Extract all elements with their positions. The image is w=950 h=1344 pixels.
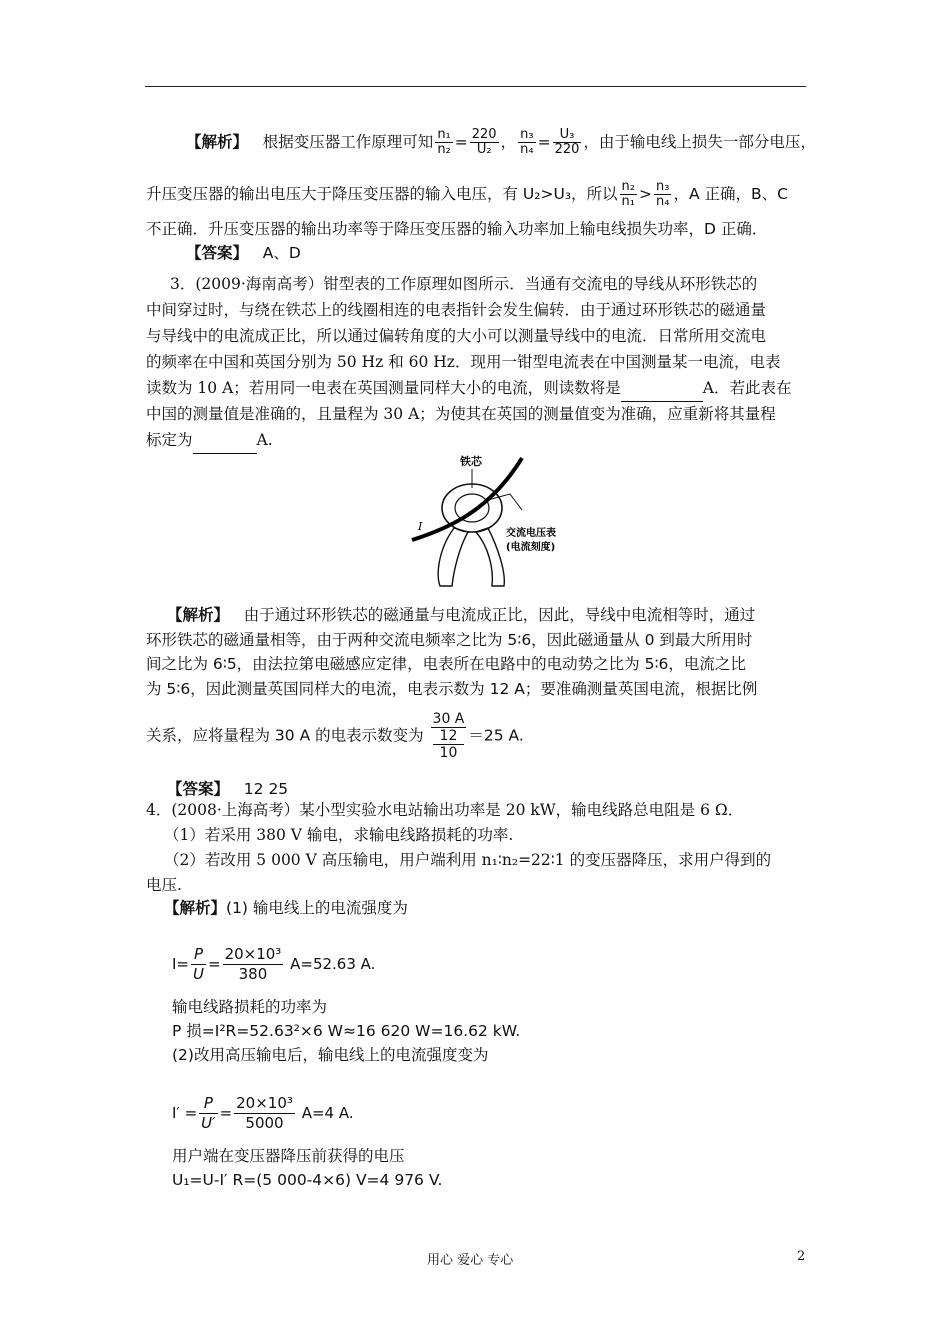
- header-rule: [145, 86, 806, 87]
- page-number: 2: [797, 1249, 806, 1264]
- label-meter: 交流电压表: [506, 528, 556, 539]
- q4-analysis-line1: 【解析】(1) 输电线上的电流强度为: [164, 899, 408, 917]
- q3-line7: 标定为 A.: [146, 427, 808, 454]
- clamp-handle-left: [438, 528, 468, 586]
- answer-blank[interactable]: [621, 375, 703, 402]
- q4-equation1: I= $\frac{P}{U}$ = $\frac{\text{20×10³}}{380}$ A=52.63 A.: [172, 945, 376, 983]
- q4-equation2: I′ = $\frac{P}{U'}$ = $\frac{\text{20×10³}}{5000}$ A=4 A.: [172, 1094, 354, 1132]
- q4-text2: 输电线路损耗的功率为: [172, 998, 328, 1016]
- footer-motto: 用心 爱心 专心: [427, 1253, 514, 1268]
- q2-analysis-line3: 不正确．升压变压器的输出功率等于降压变压器的输入功率加上输电线损失功率，D 正确．: [146, 220, 768, 238]
- q2-analysis-line2: 升压变压器的输出电压大于降压变压器的输入电压，有 U₂>U₃，所以 $\frac{\text{n₂}}{\text{n₁}}$ > $\frac{\text{n₃}}{\text{n₄}}$ ，A 正确，B、C: [146, 179, 788, 209]
- q4-text4: (2)改用高压输电后，输电线上的电流强度变为: [172, 1046, 489, 1064]
- q3-line1: 3．(2009·海南高考）钳型表的工作原理如图所示．当通有交流电的导线从环形铁芯的: [170, 275, 758, 293]
- q4-part2: （2）若改用 5 000 V 高压输电，用户端利用 n₁∶n₂=22∶1 的变压器降压，求用户得到的: [164, 851, 772, 869]
- q3-line4: 的频率在中国和英国分别为 50 Hz 和 60 Hz．现用一钳型电流表在中国测量某一电流，电表: [146, 353, 781, 371]
- q2-answer: 【答案】 A、D: [186, 244, 301, 262]
- q2-analysis-line1: 【解析】 根据变压器工作原理可知 $\frac{\text{n₁}}{\text{n₂}}$ = $\frac{220}{\text{U₂}}$ ， $\frac{\text{n₃}}{\text{n₄}}$ = $\frac{\text{U₃}}{220}$ ，由于输电线上损失一部分电压，: [186, 127, 816, 157]
- q3-analysis-line4: 为 5∶6，因此测量英国同样大的电流，电表示数为 12 A；要准确测量英国电流，根据比例: [146, 680, 758, 698]
- q4-text5: 用户端在变压器降压前获得的电压: [172, 1147, 405, 1165]
- q4-text3: P 损=I²R=52.63²×6 W≈16 620 W=16.62 kW.: [172, 1022, 521, 1040]
- fraction: $\frac{\text{n₃}}{\text{n₄}}$: [656, 179, 670, 209]
- q3-line6: 中国的测量值是准确的，且量程为 30 A；为使其在英国的测量值变为准确，应重新将其量程: [146, 405, 776, 423]
- fraction: $\frac{\text{U₃}}{220}$: [554, 127, 580, 157]
- q3-line3: 与导线中的电流成正比，所以通过偏转角度的大小可以测量导线中的电流．日常所用交流电: [146, 327, 767, 345]
- fraction: $\frac{220}{\text{U₂}}$: [471, 127, 497, 157]
- label-scale: (电流刻度): [506, 542, 556, 553]
- q3-analysis-line2: 环形铁芯的磁通量相等，由于两种交流电频率之比为 5∶6，因此磁通量从 0 到最大所用时: [146, 631, 753, 649]
- compound-fraction: 30 A 12 10: [432, 711, 465, 761]
- q3-answer: 【答案】 12 25: [167, 780, 289, 798]
- analysis-tag: 【解析】: [186, 133, 249, 151]
- q3-line2: 中间穿过时，与绕在铁芯上的线圈相连的电表指针会发生偏转．由于通过环形铁芯的磁通量: [146, 301, 767, 319]
- fraction: $\frac{\text{n₁}}{\text{n₂}}$: [437, 127, 451, 157]
- q4-text6: U₁=U-I′ R=(5 000-4×6) V=4 976 V.: [172, 1171, 443, 1189]
- q4-part1: （1）若采用 380 V 输电，求输电线路损耗的功率.: [164, 826, 514, 844]
- fraction: $\frac{\text{n₃}}{\text{n₄}}$: [520, 127, 534, 157]
- answer-blank[interactable]: [193, 427, 257, 454]
- label-core: 铁芯: [460, 455, 482, 468]
- q4-part2b: 电压.: [146, 876, 182, 894]
- q3-line5: 读数为 10 A；若用同一电表在英国测量同样大小的电流，则读数将是 A．若此表在: [146, 375, 808, 402]
- clamp-handle-right: [476, 528, 504, 586]
- q4-line1: 4．(2008·上海高考）某小型实验水电站输出功率是 20 kW，输电线路总电阻是 6 Ω．: [146, 801, 744, 819]
- clamp-meter-figure: [410, 450, 590, 590]
- label-current: I: [418, 520, 423, 533]
- fraction: $\frac{\text{n₂}}{\text{n₁}}$: [621, 179, 635, 209]
- q3-analysis-line3: 间之比为 6∶5，由法拉第电磁感应定律，电表所在电路中的电动势之比为 5∶6，电流之比: [146, 655, 746, 673]
- q3-analysis-line5: 关系，应将量程为 30 A 的电表示数变为 30 A 12 10 ＝25 A.: [146, 711, 524, 761]
- q3-analysis-line1: 【解析】 由于通过环形铁芯的磁通量与电流成正比，因此，导线中电流相等时，通过: [167, 606, 756, 624]
